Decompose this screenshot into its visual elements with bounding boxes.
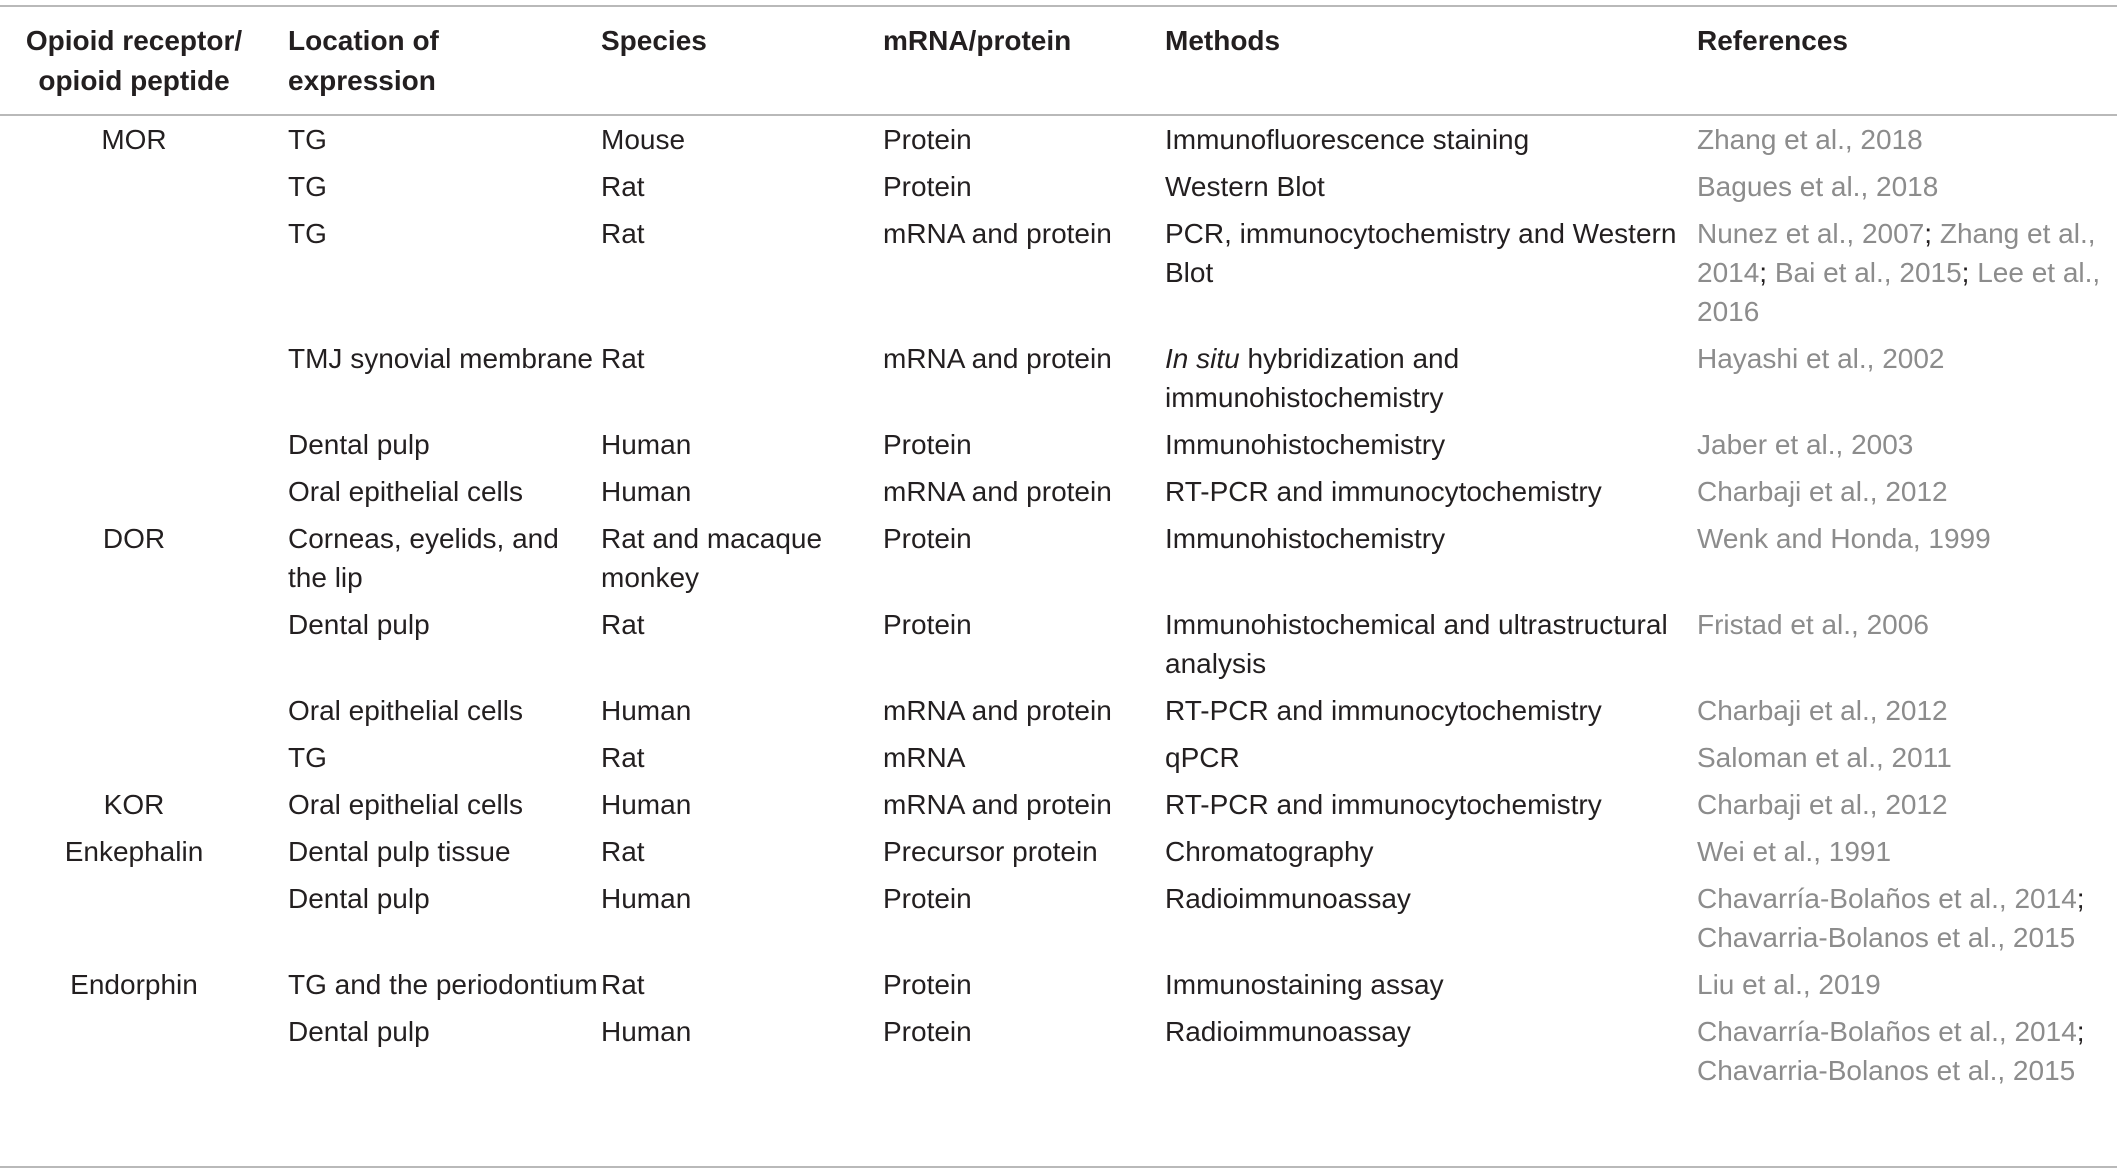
table-row	[0, 511, 2117, 597]
cell-references	[1697, 871, 2117, 957]
table-row	[0, 159, 2117, 206]
reference-link[interactable]: Fristad et al., 2006	[1697, 609, 1929, 640]
reference-link[interactable]: Chavarria-Bolanos et al., 2015	[1697, 922, 2076, 953]
cell-location: Oral epithelial cells	[288, 476, 523, 507]
cell-mrna-protein: mRNA and protein	[883, 789, 1112, 820]
table-row	[0, 683, 2117, 730]
cell-references	[1697, 464, 2117, 511]
cell-references	[1697, 824, 2117, 871]
table-row	[0, 1004, 2117, 1090]
reference-separator: ;	[1924, 218, 1940, 249]
cell-mrna-protein: Protein	[883, 523, 972, 554]
table-row	[0, 101, 2117, 159]
reference-separator: ;	[2076, 883, 2085, 914]
cell-references	[1697, 331, 2117, 417]
header-receptor-line2: opioid peptide	[38, 65, 230, 96]
table-row	[0, 417, 2117, 464]
cell-mrna-protein: mRNA and protein	[883, 343, 1112, 374]
reference-link[interactable]: Nunez et al., 2007	[1697, 218, 1925, 249]
cell-mrna-protein: Protein	[883, 124, 972, 155]
table-body	[0, 101, 2117, 1090]
cell-references	[1697, 417, 2117, 464]
cell-references	[1697, 159, 2117, 206]
cell-method	[1165, 777, 1697, 824]
cell-receptor: Enkephalin	[64, 836, 204, 867]
cell-receptor	[0, 159, 268, 206]
cell-location: Dental pulp	[288, 609, 430, 640]
cell-mrna-protein: Protein	[883, 883, 972, 914]
cell-species: Rat and macaque monkey	[601, 523, 823, 593]
reference-link[interactable]: Charbaji et al., 2012	[1697, 789, 1948, 820]
cell-species: Human	[601, 883, 692, 914]
cell-method	[1165, 1004, 1697, 1090]
reference-link[interactable]: Zhang et al., 2014	[1697, 218, 2096, 288]
cell-receptor	[0, 730, 268, 777]
cell-location: Oral epithelial cells	[288, 789, 523, 820]
reference-link[interactable]: Hayashi et al., 2002	[1697, 343, 1945, 374]
cell-method	[1165, 871, 1697, 957]
method-text: PCR, immunocytochemistry and Western Blot	[1165, 218, 1677, 288]
method-text: Western Blot	[1165, 171, 1325, 202]
cell-mrna-protein: Protein	[883, 429, 972, 460]
reference-link[interactable]: Jaber et al., 2003	[1697, 429, 1914, 460]
cell-mrna-protein: Precursor protein	[883, 836, 1098, 867]
cell-method	[1165, 417, 1697, 464]
reference-link[interactable]: Wei et al., 1991	[1697, 836, 1892, 867]
method-text: RT-PCR and immunocytochemistry	[1165, 695, 1602, 726]
cell-method	[1165, 206, 1697, 331]
cell-method	[1165, 159, 1697, 206]
method-text: Immunohistochemistry	[1165, 523, 1446, 554]
cell-receptor	[0, 1004, 268, 1090]
cell-species: Rat	[601, 609, 645, 640]
reference-link[interactable]: Liu et al., 2019	[1697, 969, 1881, 1000]
method-text: Immunohistochemistry	[1165, 429, 1446, 460]
method-text: RT-PCR and immunocytochemistry	[1165, 789, 1602, 820]
cell-species: Rat	[601, 969, 645, 1000]
cell-references	[1697, 730, 2117, 777]
cell-species: Mouse	[601, 124, 686, 155]
cell-mrna-protein: Protein	[883, 609, 972, 640]
table-row	[0, 206, 2117, 331]
cell-species: Rat	[601, 742, 645, 773]
reference-link[interactable]: Chavarria-Bolanos et al., 2015	[1697, 1055, 2076, 1086]
cell-species: Rat	[601, 218, 645, 249]
table-row	[0, 597, 2117, 683]
cell-mrna-protein: Protein	[883, 969, 972, 1000]
reference-link[interactable]: Charbaji et al., 2012	[1697, 695, 1948, 726]
cell-location: TMJ synovial membrane	[288, 343, 593, 374]
cell-location: Dental pulp	[288, 883, 430, 914]
reference-separator: ;	[1961, 257, 1978, 288]
reference-link[interactable]: Chavarría-Bolaños et al., 2014	[1697, 883, 2077, 914]
cell-species: Rat	[601, 836, 645, 867]
method-text: Immunostaining assay	[1165, 969, 1444, 1000]
cell-location: Oral epithelial cells	[288, 695, 523, 726]
method-text: RT-PCR and immunocytochemistry	[1165, 476, 1602, 507]
cell-mrna-protein: Protein	[883, 171, 972, 202]
cell-references	[1697, 511, 2117, 597]
cell-method	[1165, 683, 1697, 730]
cell-receptor	[0, 464, 268, 511]
method-italic-text: In situ	[1165, 343, 1240, 374]
cell-references	[1697, 683, 2117, 730]
cell-method	[1165, 331, 1697, 417]
cell-receptor	[0, 683, 268, 730]
method-text: Radioimmunoassay	[1165, 1016, 1411, 1047]
cell-location: Dental pulp	[288, 1016, 430, 1047]
header-methods: Methods	[1165, 25, 1281, 56]
cell-species: Rat	[601, 343, 645, 374]
cell-receptor	[0, 871, 268, 957]
cell-receptor: Endorphin	[70, 969, 198, 1000]
reference-link[interactable]: Wenk and Honda, 1999	[1697, 523, 1991, 554]
table-row	[0, 331, 2117, 417]
reference-link[interactable]: Zhang et al., 2018	[1697, 124, 1923, 155]
cell-species: Human	[601, 789, 692, 820]
header-row	[0, 6, 2117, 101]
method-text: hybridization and immunohistochemistry	[1165, 343, 1460, 413]
table-row	[0, 730, 2117, 777]
reference-link[interactable]: Bagues et al., 2018	[1697, 171, 1939, 202]
cell-method	[1165, 824, 1697, 871]
cell-location: TG	[288, 171, 327, 202]
method-text: Radioimmunoassay	[1165, 883, 1411, 914]
cell-method	[1165, 730, 1697, 777]
cell-location: Dental pulp	[288, 429, 430, 460]
header-receptor-line1: Opioid receptor/	[25, 25, 243, 56]
cell-mrna-protein: mRNA and protein	[883, 476, 1112, 507]
method-text: Immunofluorescence staining	[1165, 124, 1530, 155]
cell-location: TG	[288, 218, 327, 249]
cell-mrna-protein: mRNA and protein	[883, 695, 1112, 726]
cell-species: Human	[601, 695, 692, 726]
cell-species: Human	[601, 1016, 692, 1047]
cell-species: Human	[601, 429, 692, 460]
cell-location: Corneas, eyelids, and the lip	[288, 523, 559, 593]
reference-separator: ;	[2076, 1016, 2085, 1047]
cell-method	[1165, 957, 1697, 1004]
cell-references	[1697, 1004, 2117, 1090]
header-references: References	[1697, 25, 1848, 56]
cell-receptor	[0, 331, 268, 417]
header-location-line1: Location of	[288, 25, 439, 56]
cell-method	[1165, 101, 1697, 159]
cell-location: TG	[288, 742, 327, 773]
cell-mrna-protein: mRNA and protein	[883, 218, 1112, 249]
cell-references	[1697, 101, 2117, 159]
cell-method	[1165, 597, 1697, 683]
cell-location: TG	[288, 124, 327, 155]
cell-mrna-protein: mRNA	[883, 742, 966, 773]
table-row	[0, 464, 2117, 511]
header-location	[268, 6, 601, 101]
reference-link[interactable]: Charbaji et al., 2012	[1697, 476, 1948, 507]
cell-method	[1165, 511, 1697, 597]
reference-link[interactable]: Saloman et al., 2011	[1697, 742, 1952, 773]
reference-link[interactable]: Bai et al., 2015	[1774, 257, 1962, 288]
method-text: Chromatography	[1165, 836, 1374, 867]
cell-receptor: KOR	[103, 789, 165, 820]
cell-receptor	[0, 597, 268, 683]
cell-mrna-protein: Protein	[883, 1016, 972, 1047]
cell-method	[1165, 464, 1697, 511]
method-text: Immunohistochemical and ultrastructural analysis	[1165, 609, 1668, 679]
header-location-line2: expression	[288, 65, 436, 96]
table-row	[0, 777, 2117, 824]
cell-receptor: DOR	[102, 523, 166, 554]
cell-references	[1697, 597, 2117, 683]
reference-link[interactable]: Chavarría-Bolaños et al., 2014	[1697, 1016, 2077, 1047]
table-row	[0, 957, 2117, 1004]
reference-separator: ;	[1759, 257, 1775, 288]
cell-species: Human	[601, 476, 692, 507]
method-text: qPCR	[1165, 742, 1240, 773]
cell-location: TG and the periodontium	[288, 969, 598, 1000]
cell-references	[1697, 957, 2117, 1004]
table-row	[0, 824, 2117, 871]
header-species: Species	[601, 25, 707, 56]
cell-references	[1697, 206, 2117, 331]
header-receptor	[0, 6, 268, 101]
table-row	[0, 871, 2117, 957]
cell-receptor	[0, 206, 268, 331]
cell-references	[1697, 777, 2117, 824]
opioid-expression-table	[0, 6, 2117, 1090]
cell-receptor: MOR	[101, 124, 167, 155]
bottom-rule	[0, 1166, 2117, 1168]
reference-link[interactable]: Lee et al., 2016	[1697, 257, 2101, 327]
cell-location: Dental pulp tissue	[288, 836, 511, 867]
header-mrna-protein: mRNA/protein	[883, 25, 1072, 56]
cell-receptor	[0, 417, 268, 464]
cell-species: Rat	[601, 171, 645, 202]
